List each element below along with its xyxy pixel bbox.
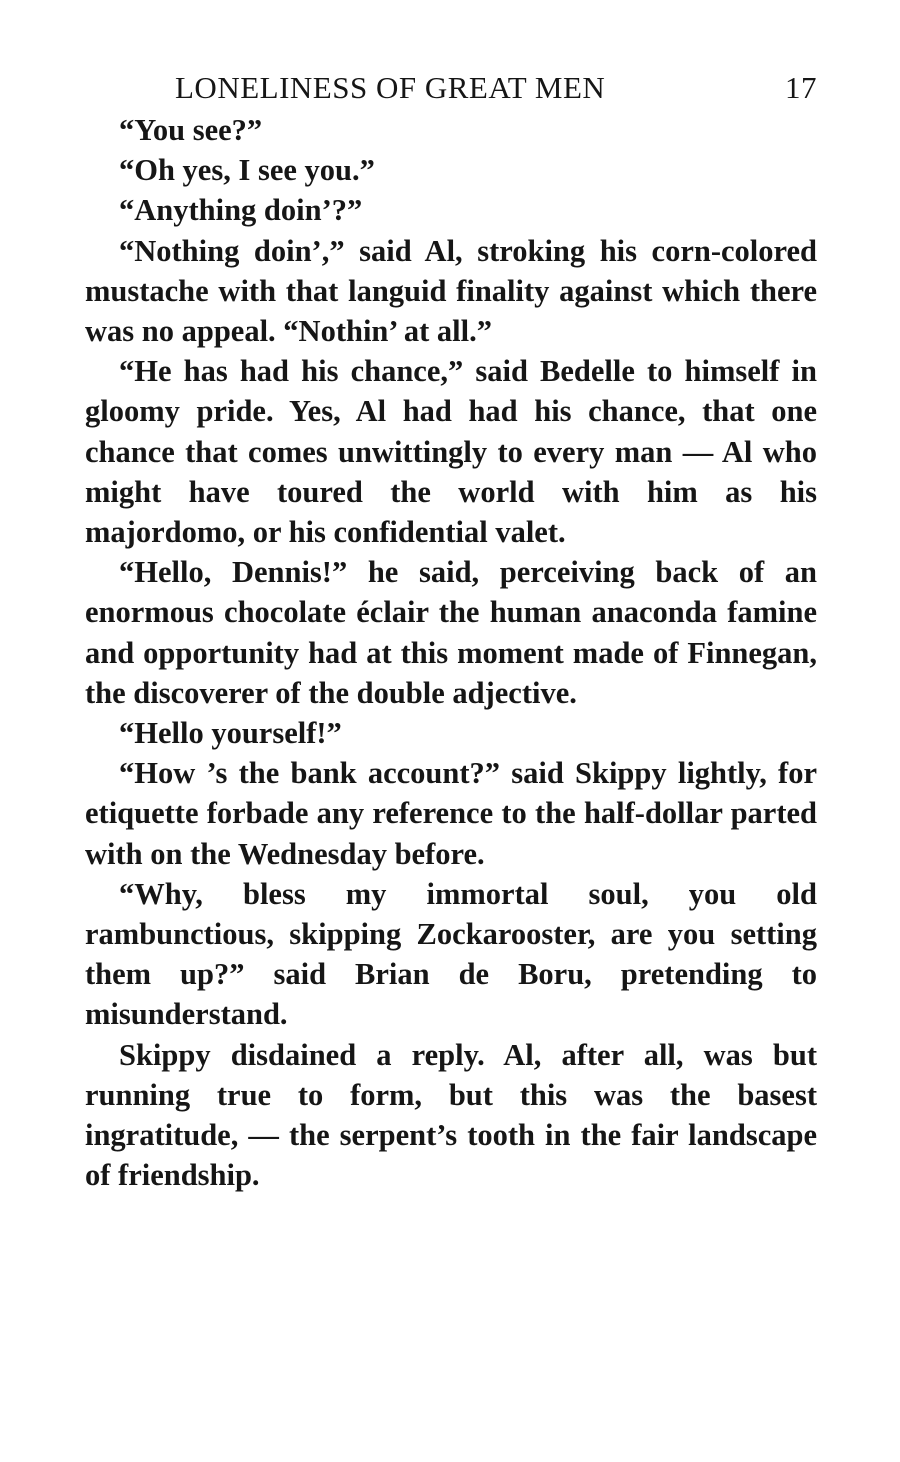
paragraph: “Anything doin’?”: [119, 193, 363, 228]
body-text: [85, 110, 817, 1195]
paragraph: “How ’s the bank account?” said Skippy lightly, for etiquette forbade any reference to the half-dollar parted with on the Wednesday before.: [85, 756, 817, 871]
book-page: [85, 70, 817, 1195]
paragraph: “Hello, Dennis!” he said, perceiving back of an enormous chocolate éclair the human anaconda famine and opportunity had at this moment made of Finnegan, the discoverer of the double adjective.: [85, 555, 817, 710]
paragraph: “Why, bless my immortal soul, you old rambunctious, skipping Zockarooster, are you setting them up?” said Brian de Boru, pretending to misunderstand.: [85, 876, 817, 1032]
paragraph: “You see?”: [119, 113, 263, 147]
paragraph: “Nothing doin’,” said Al, stroking his corn-colored mustache with that languid finality against which there was no appeal. “Nothin’ at all.”: [85, 233, 817, 349]
paragraph: “Oh yes, I see you.”: [119, 153, 375, 188]
running-head: [85, 70, 817, 110]
paragraph: “He has had his chance,” said Bedelle to himself in gloomy pride. Yes, Al had had his chance, that one chance that comes unwittingly to every man — Al who might have toured the world with him as his majordomo, or his confidential valet.: [85, 354, 817, 550]
page-number: 17: [785, 70, 817, 105]
paragraph: “Hello yourself!”: [119, 716, 342, 751]
running-title: LONELINESS OF GREAT MEN: [175, 70, 606, 105]
paragraph: Skippy disdained a reply. Al, after all, was but running true to form, but this was the basest ingratitude, — the serpent’s tooth in the fair landscape of friendship.: [85, 1037, 817, 1193]
